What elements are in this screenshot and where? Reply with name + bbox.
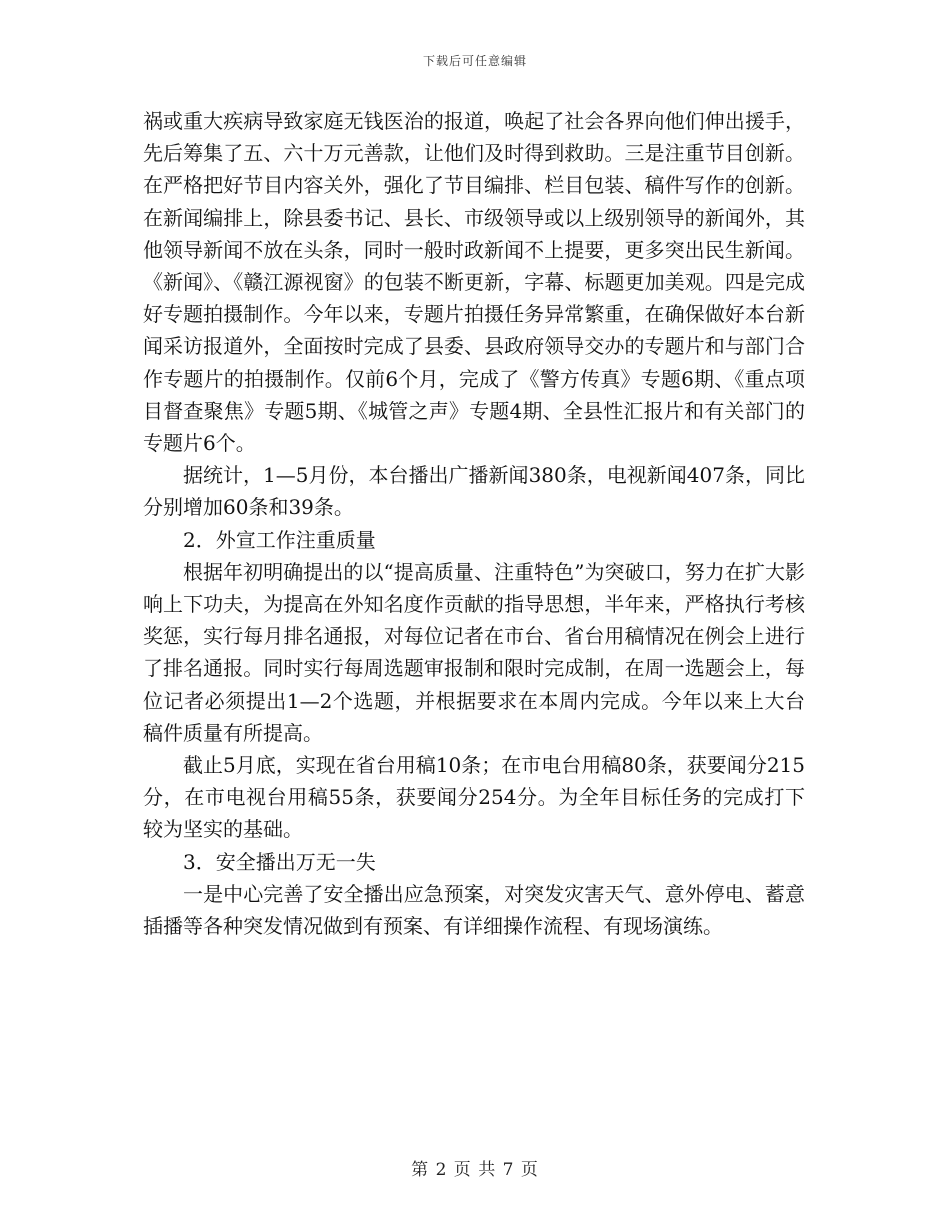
section-heading-external-publicity: 2．外宣工作注重质量 [183,527,376,552]
section-heading-broadcast-safety: 3．安全播出万无一失 [183,849,376,874]
paragraph-adoption-results: 截止5月底，实现在省台用稿10条；在市电台用稿80条，获要闻分215分，在市电视台用稿55条，获要闻分254分。为全年目标任务的完成打下较为坚实的基础。 [143,753,805,842]
paragraph-statistics: 据统计，1—5月份，本台播出广播新闻380条，电视新闻407条，同比分别增加60条和39条。 [143,463,805,520]
paragraph-continuation: 祸或重大疾病导致家庭无钱医治的报道，唤起了社会各界向他们伸出援手，先后筹集了五、六十万元善款，让他们及时得到救助。三是注重节目创新。在严格把好节目内容关外，强化了节目编排、栏目包装、稿件写作的创新。在新闻编排上，除县委书记、县长、市级领导或以上级别领导的新闻外，其他领导新闻不放在头条，同时一般时政新闻不上提要，更多突出民生新闻。《新闻》、《赣江源视窗》的包装不断更新，字幕、标题更加美观。四是完成好专题拍摄制作。今年以来，专题片拍摄任务异常繁重，在确保做好本台新闻采访报道外，全面按时完成了县委、县政府领导交办的专题片和与部门合作专题片的拍摄制作。仅前6个月，完成了《警方传真》专题6期、《重点项目督查聚焦》专题5期、《城管之声》专题4期、全县性汇报片和有关部门的专题片6个。 [143,109,805,456]
document-body [143,105,805,942]
page-header: 下载后可任意编辑 [422,54,527,68]
paragraph-external-publicity: 根据年初明确提出的以“提高质量、注重特色”为突破口，努力在扩大影响上下功夫，为提高在外知名度作贡献的指导思想，半年来，严格执行考核奖惩，实行每月排名通报，对每位记者在市台、省台用稿情况在例会上进行了排名通报。同时实行每周选题审报制和限时完成制，在周一选题会上，每位记者必须提出1—2个选题，并根据要求在本周内完成。今年以来上大台稿件质量有所提高。 [143,559,805,745]
page-number: 第 2 页 共 7 页 [411,1160,539,1180]
paragraph-broadcast-safety: 一是中心完善了安全播出应急预案，对突发灾害天气、意外停电、蓄意插播等各种突发情况做到有预案、有详细操作流程、有现场演练。 [143,881,805,939]
